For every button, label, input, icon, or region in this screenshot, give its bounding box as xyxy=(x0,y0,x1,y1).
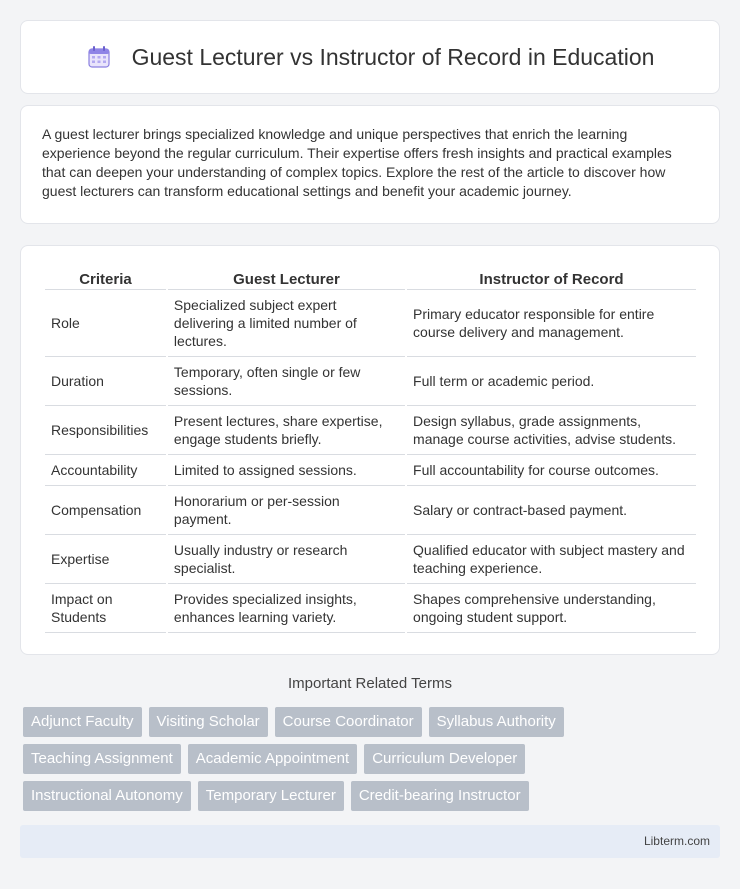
tag-instructional-autonomy[interactable]: Instructional Autonomy xyxy=(23,781,191,811)
guest-lecturer-cell: Honorarium or per-session payment. xyxy=(168,486,405,535)
instructor-of-record-cell: Full accountability for course outcomes. xyxy=(407,455,696,486)
criteria-cell: Role xyxy=(45,290,166,357)
criteria-cell: Duration xyxy=(45,357,166,406)
guest-lecturer-cell: Specialized subject expert delivering a limited number of lectures. xyxy=(168,290,405,357)
guest-lecturer-cell: Usually industry or research specialist. xyxy=(168,535,405,584)
comparison-table xyxy=(43,266,698,633)
table-row xyxy=(45,290,696,357)
instructor-of-record-cell: Salary or contract-based payment. xyxy=(407,486,696,535)
intro-paragraph: A guest lecturer brings specialized knowledge and unique perspectives that enrich the learning experience beyond the regular curriculum. Their expertise offers fresh insights and practical examples that can deepen your understanding of complex topics. Explore the rest of the article to discover how guest lecturers can transform educational settings and benefit your academic journey. xyxy=(42,126,672,199)
page-title: Guest Lecturer vs Instructor of Record in Education xyxy=(131,43,655,70)
intro-card xyxy=(20,105,720,224)
tag-visiting-scholar[interactable]: Visiting Scholar xyxy=(149,707,268,737)
criteria-cell: Impact on Students xyxy=(45,584,166,633)
footer-site-link[interactable]: Libterm.com xyxy=(643,834,710,848)
table-row xyxy=(45,406,696,455)
title-card xyxy=(20,20,720,94)
tag-row xyxy=(23,707,723,737)
tag-row xyxy=(23,781,723,811)
table-header-row xyxy=(45,266,696,290)
header-guest-lecturer: Guest Lecturer xyxy=(168,266,405,290)
guest-lecturer-cell: Limited to assigned sessions. xyxy=(168,455,405,486)
criteria-cell: Responsibilities xyxy=(45,406,166,455)
instructor-of-record-cell: Primary educator responsible for entire course delivery and management. xyxy=(407,290,696,357)
instructor-of-record-cell: Shapes comprehensive understanding, ongoing student support. xyxy=(407,584,696,633)
footer xyxy=(20,825,720,858)
guest-lecturer-cell: Provides specialized insights, enhances learning variety. xyxy=(168,584,405,633)
table-row xyxy=(45,486,696,535)
tag-syllabus-authority[interactable]: Syllabus Authority xyxy=(429,707,564,737)
tag-temporary-lecturer[interactable]: Temporary Lecturer xyxy=(198,781,344,811)
related-terms-list xyxy=(23,707,723,818)
tag-row xyxy=(23,744,723,774)
criteria-cell: Accountability xyxy=(45,455,166,486)
header-instructor-of-record: Instructor of Record xyxy=(407,266,696,290)
comparison-card xyxy=(20,245,720,655)
related-terms-heading: Important Related Terms xyxy=(288,675,452,692)
table-row xyxy=(45,455,696,486)
criteria-cell: Compensation xyxy=(45,486,166,535)
table-row xyxy=(45,535,696,584)
table-row xyxy=(45,357,696,406)
tag-academic-appointment[interactable]: Academic Appointment xyxy=(188,744,357,774)
tag-curriculum-developer[interactable]: Curriculum Developer xyxy=(364,744,525,774)
tag-credit-bearing-instructor[interactable]: Credit-bearing Instructor xyxy=(351,781,529,811)
guest-lecturer-cell: Temporary, often single or few sessions. xyxy=(168,357,405,406)
tag-adjunct-faculty[interactable]: Adjunct Faculty xyxy=(23,707,142,737)
instructor-of-record-cell: Design syllabus, grade assignments, manage course activities, advise students. xyxy=(407,406,696,455)
tag-course-coordinator[interactable]: Course Coordinator xyxy=(275,707,422,737)
calendar-icon xyxy=(86,44,112,70)
guest-lecturer-cell: Present lectures, share expertise, engage students briefly. xyxy=(168,406,405,455)
instructor-of-record-cell: Qualified educator with subject mastery and teaching experience. xyxy=(407,535,696,584)
table-row xyxy=(45,584,696,633)
criteria-cell: Expertise xyxy=(45,535,166,584)
tag-teaching-assignment[interactable]: Teaching Assignment xyxy=(23,744,181,774)
instructor-of-record-cell: Full term or academic period. xyxy=(407,357,696,406)
header-criteria: Criteria xyxy=(45,266,166,290)
